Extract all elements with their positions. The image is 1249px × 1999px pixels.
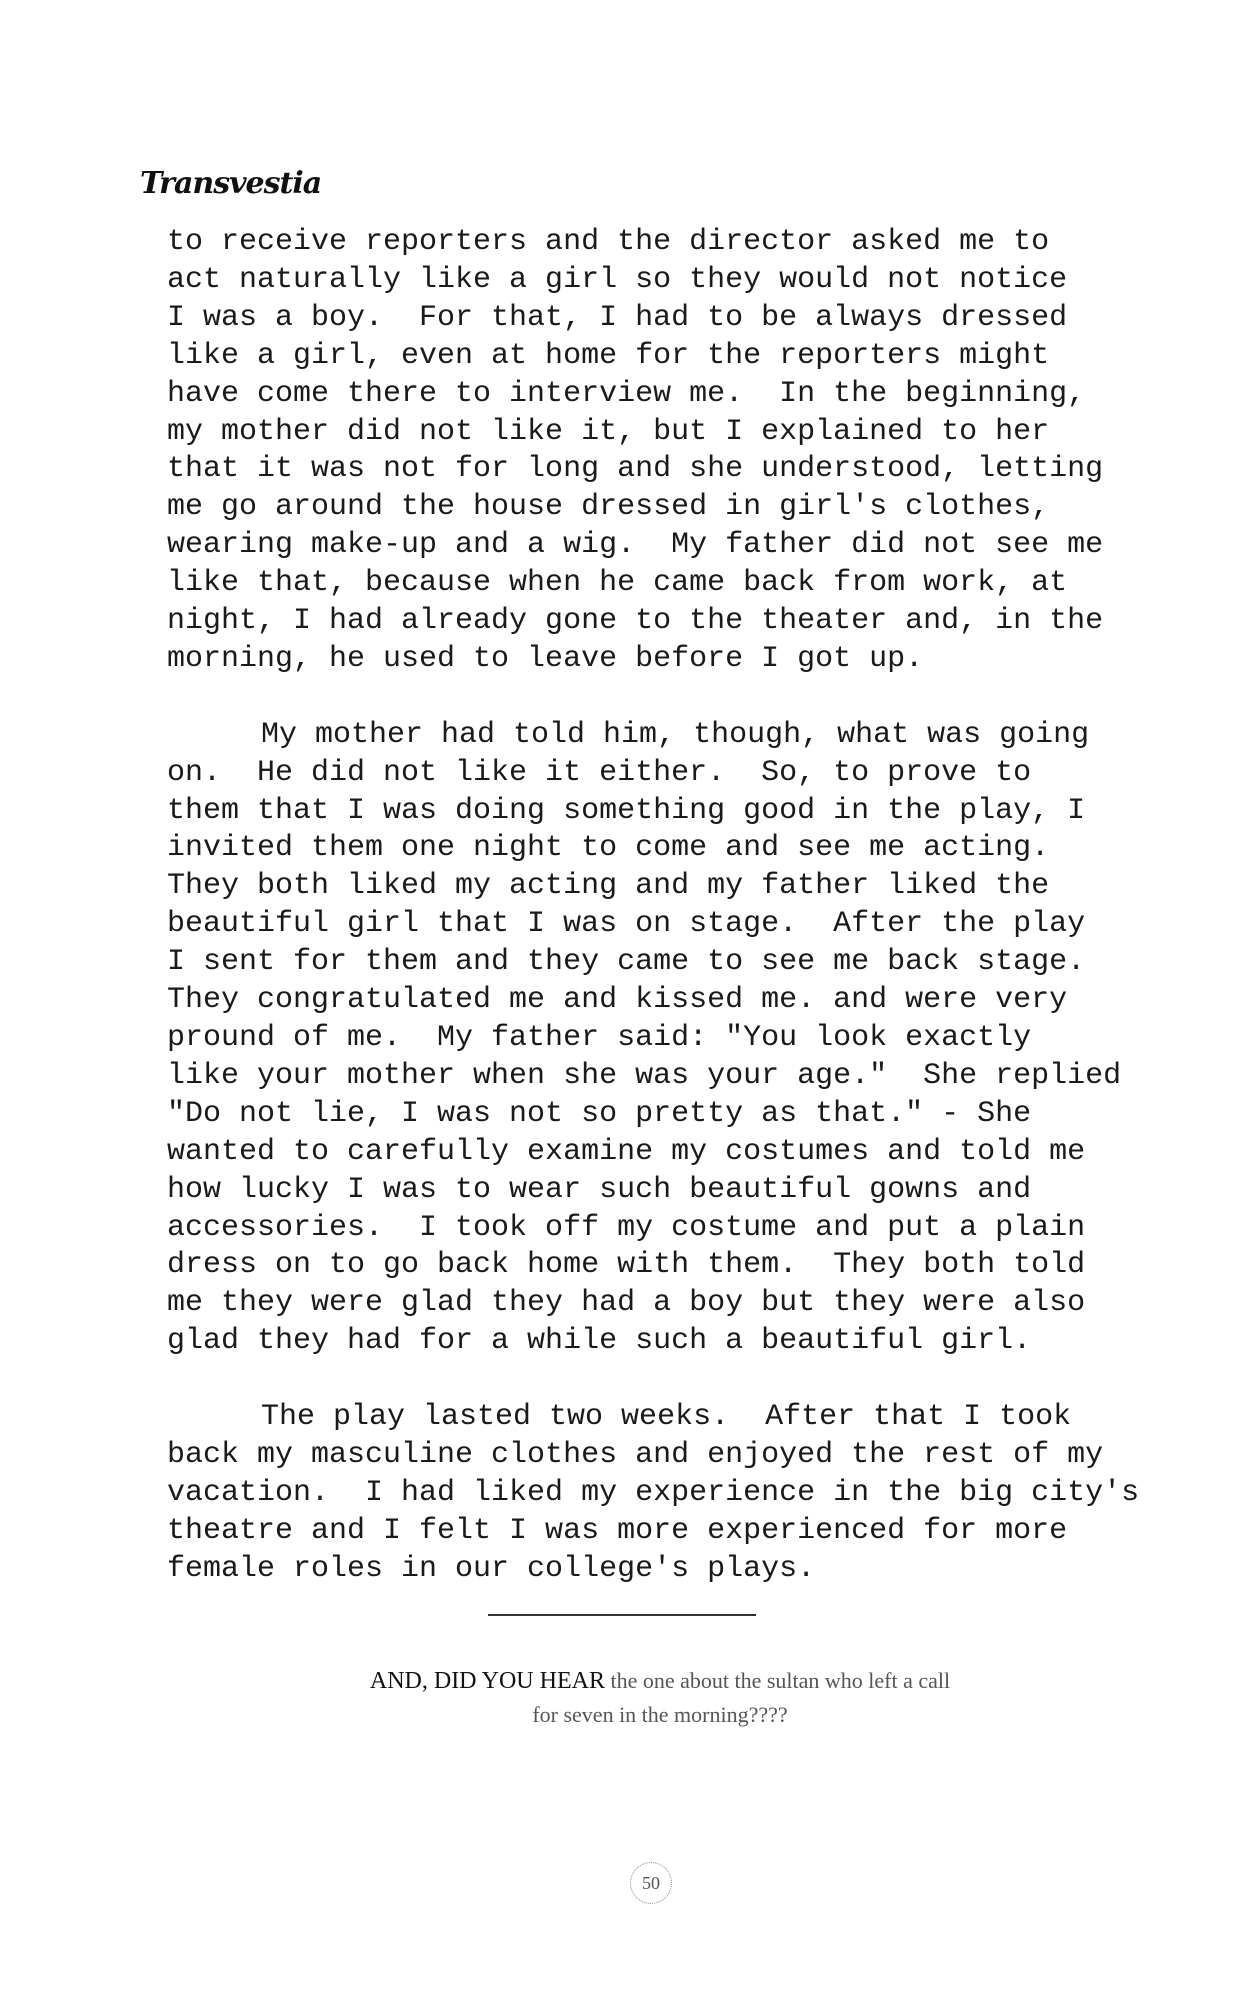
text-line: wanted to carefully examine my costumes and told me: [167, 1134, 1086, 1169]
text-line: morning, he used to leave before I got up.: [167, 641, 924, 676]
paragraph-gap: [167, 679, 1207, 717]
section-divider: [488, 1614, 756, 1616]
text-line: accessories. I took off my costume and put a plain: [167, 1210, 1086, 1245]
text-line: The play lasted two weeks. After that I took: [261, 1400, 1072, 1435]
paragraph: [167, 224, 1207, 679]
joke-line-2: for seven in the morning????: [532, 1702, 788, 1727]
paragraph: [167, 1399, 1207, 1589]
text-line: invited them one night to come and see me acting.: [167, 831, 1050, 866]
text-line: female roles in our college's plays.: [167, 1551, 816, 1586]
text-line: theatre and I felt I was more experienced for more: [167, 1513, 1068, 1548]
text-line: pround of me. My father said: "You look exactly: [167, 1021, 1032, 1056]
text-line: my mother did not like it, but I explained to her: [167, 414, 1050, 449]
text-line: I sent for them and they came to see me back stage.: [167, 945, 1086, 980]
text-line: night, I had already gone to the theater and, in the: [167, 604, 1104, 639]
page-number: 50: [630, 1862, 672, 1904]
text-line: to receive reporters and the director asked me to: [167, 225, 1050, 259]
text-line: I was a boy. For that, I had to be always dressed: [167, 300, 1068, 335]
text-line: back my masculine clothes and enjoyed the rest of my: [167, 1437, 1104, 1472]
text-line: "Do not lie, I was not so pretty as that." - She: [167, 1096, 1032, 1131]
text-line: beautiful girl that I was on stage. After the play: [167, 907, 1086, 942]
text-line: wearing make-up and a wig. My father did not see me: [167, 528, 1104, 563]
text-line: them that I was doing something good in the play, I: [167, 793, 1086, 828]
text-line: have come there to interview me. In the beginning,: [167, 376, 1086, 411]
joke-rest: the one about the sultan who left a call: [610, 1668, 951, 1693]
text-line: They both liked my acting and my father liked the: [167, 869, 1050, 904]
joke-caps: AND, DID YOU HEAR: [369, 1668, 605, 1694]
paragraph-gap: [167, 1361, 1207, 1399]
text-line: My mother had told him, though, what was going: [261, 717, 1090, 752]
text-line: on. He did not like it either. So, to prove to: [167, 755, 1032, 790]
text-line: dress on to go back home with them. They both told: [167, 1248, 1086, 1283]
joke-line-1: [260, 1664, 1060, 1698]
magazine-header: Transvestia: [140, 166, 322, 201]
text-line: like your mother when she was your age." She replied: [167, 1058, 1122, 1093]
paragraph: [167, 717, 1207, 1361]
text-line: me they were glad they had a boy but they were also: [167, 1286, 1086, 1321]
text-line: how lucky I was to wear such beautiful gowns and: [167, 1172, 1032, 1207]
text-line: that it was not for long and she understood, letting: [167, 452, 1104, 487]
text-line: glad they had for a while such a beautiful girl.: [167, 1324, 1032, 1359]
text-line: act naturally like a girl so they would not notice: [167, 262, 1068, 297]
text-line: vacation. I had liked my experience in the big city's: [167, 1475, 1140, 1510]
text-line: like a girl, even at home for the reporters might: [167, 338, 1050, 373]
article-body: [167, 224, 1207, 1589]
text-line: me go around the house dressed in girl's clothes,: [167, 490, 1050, 525]
joke-block: [260, 1664, 1060, 1732]
text-line: They congratulated me and kissed me. and were very: [167, 983, 1068, 1018]
text-line: like that, because when he came back from work, at: [167, 566, 1068, 601]
